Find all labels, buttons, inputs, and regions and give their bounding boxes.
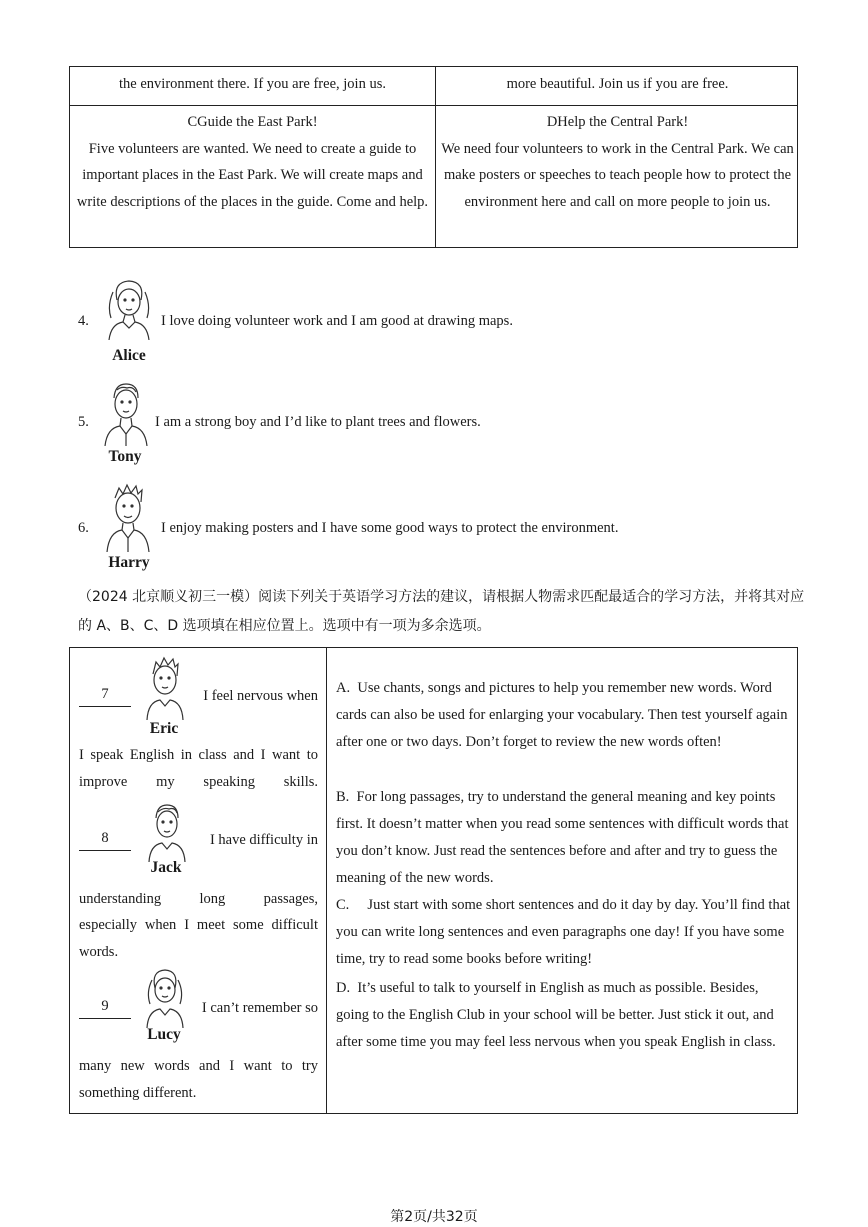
- option-d-cell: [440, 109, 795, 215]
- option-text: Use chants, songs and pictures to help you remember new words. Word cards can also be used for enlarging your vocabulary. Then test yourself again after one or two days. Don’t forget to review the new words often!: [336, 680, 788, 750]
- question-text: I am a strong boy and I’d like to plant trees and flowers.: [155, 414, 481, 430]
- answer-blank[interactable]: 8: [79, 830, 131, 851]
- girl-portrait-icon: [143, 968, 187, 1028]
- learner-text: many new words and I want to try something different.: [79, 1058, 318, 1101]
- answer-blank[interactable]: 7: [79, 686, 131, 707]
- person-name: Lucy: [147, 1026, 181, 1043]
- option-label: D.: [336, 980, 351, 996]
- option-label: B.: [336, 789, 350, 805]
- table-divider: [326, 648, 327, 1113]
- section-instructions: （2024 北京顺义初三一模）阅读下列关于英语学习方法的建议，请根据人物需求匹配最适合的学习方法，并将其对应的 A、B、C、D 选项填在相应位置上。选项中有一项为多余选项。: [78, 589, 805, 634]
- option-c: [336, 892, 792, 973]
- person-name: Jack: [150, 859, 182, 876]
- table-divider: [70, 105, 797, 106]
- table-cell: the environment there. If you are free, join us.: [119, 76, 386, 92]
- learning-methods-table: [69, 647, 798, 1114]
- learner-text: I speak English in class and I want to improve my speaking skills.: [79, 747, 318, 790]
- table-cell: more beautiful. Join us if you are free.: [506, 76, 729, 92]
- question-text: I love doing volunteer work and I am good at drawing maps.: [161, 313, 513, 329]
- option-c-cell: [74, 109, 431, 215]
- person-name: Eric: [149, 720, 179, 737]
- learner-text: especially when I meet some difficult words.: [79, 917, 318, 960]
- question-text: I enjoy making posters and I have some good ways to protect the environment.: [161, 520, 619, 536]
- learner-text: I feel nervous when: [203, 688, 318, 704]
- question-number: 6.: [78, 520, 89, 536]
- learner-text: I can’t remember so: [201, 1000, 318, 1016]
- learner-text: understanding long passages,: [79, 891, 318, 907]
- option-b: [336, 784, 792, 892]
- option-text: It’s useful to talk to yourself in English as much as possible. Besides, going to the English Club in your school will be better. Just stick it out, and after some time you may feel less nervous when you speak English in class.: [336, 980, 776, 1050]
- answer-blank[interactable]: 9: [79, 998, 131, 1019]
- girl-portrait-icon: [103, 278, 155, 340]
- option-label: A.: [336, 680, 351, 696]
- option-d: [336, 975, 792, 1056]
- option-c-title: CGuide the East Park!: [187, 114, 318, 130]
- person-name: Alice: [112, 347, 146, 364]
- option-text: For long passages, try to understand the general meaning and key points first. It doesn’t matter when you read some sentences with difficult words that you don’t know. Just read the sentences before and after and try to guess the meaning of the new words.: [336, 789, 789, 886]
- boy-portrait-icon: [101, 380, 151, 446]
- option-d-title: DHelp the Central Park!: [546, 114, 689, 130]
- option-label: C.: [336, 897, 350, 913]
- option-text: Just start with some short sentences and do it day by day. You’ll find that you can write long sentences and even paragraphs one day! If you have some time, try to read some books before writing!: [336, 897, 791, 967]
- option-a: [336, 675, 792, 756]
- person-name: Harry: [108, 554, 150, 571]
- question-number: 4.: [78, 313, 89, 329]
- learner-text: I have difficulty in: [209, 832, 318, 848]
- boy-portrait-icon: [103, 482, 153, 552]
- boy-portrait-icon: [143, 656, 187, 720]
- option-d-body: We need four volunteers to work in the Central Park. We can make posters or speeches to teach people how to protect the environment here and call on more people to join us.: [441, 140, 794, 210]
- page-footer: 第2页/共32页: [390, 1209, 478, 1225]
- question-number: 5.: [78, 414, 89, 430]
- person-name: Tony: [108, 448, 142, 465]
- volunteer-table: [69, 66, 798, 248]
- boy-portrait-icon: [145, 802, 189, 862]
- option-c-body: Five volunteers are wanted. We need to create a guide to important places in the East Park. We will create maps and write descriptions of the places in the guide. Come and help.: [76, 140, 429, 210]
